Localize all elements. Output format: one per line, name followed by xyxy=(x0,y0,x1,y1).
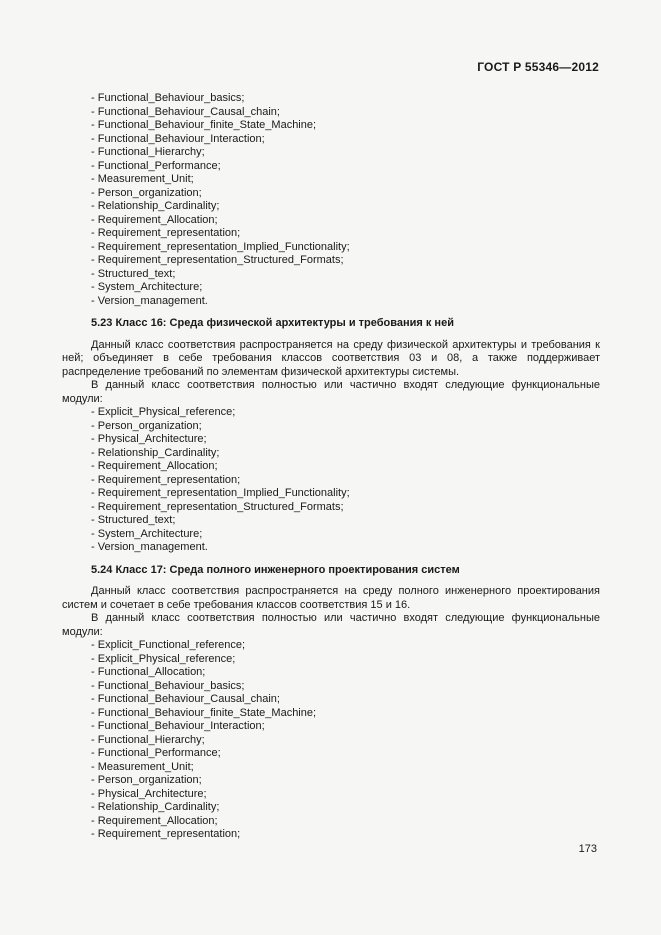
list-item: - Requirement_Allocation; xyxy=(62,815,600,829)
section-5-24-paragraph: Данный класс соответствия распространяется на среду полного инженерного проектирования систем и сочетает в себе требования классов соответствия 15 и 16. xyxy=(62,585,600,611)
section-5-23-paragraph: Данный класс соответствия распространяется на среду физической архитектуры и требования к ней; объединяет в себе требования классов соответствия 03 и 08, а также поддерживает распределение требований по элементам физической архитектуры системы. xyxy=(62,338,600,378)
list-item: - Person_organization; xyxy=(62,420,600,434)
list-item: - Functional_Behaviour_Causal_chain; xyxy=(62,693,600,707)
module-list-continued xyxy=(62,92,600,308)
section-5-23-intro: В данный класс соответствия полностью или частично входят следующие функциональные модули: xyxy=(62,379,600,405)
page-content xyxy=(62,92,600,842)
list-item: - Requirement_Allocation; xyxy=(62,214,600,228)
list-item: - Measurement_Unit; xyxy=(62,173,600,187)
list-item: - Relationship_Cardinality; xyxy=(62,447,600,461)
list-item: - Requirement_representation; xyxy=(62,828,600,842)
list-item: - Person_organization; xyxy=(62,187,600,201)
list-item: - Functional_Performance; xyxy=(62,160,600,174)
list-item: - Functional_Behaviour_Interaction; xyxy=(62,720,600,734)
list-item: - Physical_Architecture; xyxy=(62,788,600,802)
list-item: - Explicit_Physical_reference; xyxy=(62,653,600,667)
section-heading-5-24: 5.24 Класс 17: Среда полного инженерного проектирования систем xyxy=(91,563,460,576)
list-item: - Functional_Behaviour_finite_State_Machine; xyxy=(62,119,600,133)
list-item: - Explicit_Physical_reference; xyxy=(62,406,600,420)
list-item: - Functional_Behaviour_Interaction; xyxy=(62,133,600,147)
list-item: - Structured_text; xyxy=(62,268,600,282)
document-id: ГОСТ Р 55346—2012 xyxy=(477,60,599,74)
list-item: - Functional_Behaviour_basics; xyxy=(62,92,600,106)
list-item: - System_Architecture; xyxy=(62,281,600,295)
list-item: - Requirement_representation_Implied_Functionality; xyxy=(62,487,600,501)
list-item: - Requirement_Allocation; xyxy=(62,460,600,474)
list-item: - Version_management. xyxy=(62,295,600,309)
list-item: - Explicit_Functional_reference; xyxy=(62,639,600,653)
list-item: - Version_management. xyxy=(62,541,600,555)
section-heading-5-23: 5.23 Класс 16: Среда физической архитектуры и требования к ней xyxy=(91,317,454,329)
list-item: - Measurement_Unit; xyxy=(62,761,600,775)
list-item: - Functional_Performance; xyxy=(62,747,600,761)
list-item: - Requirement_representation_Structured_Formats; xyxy=(62,501,600,515)
list-item: - Requirement_representation_Implied_Functionality; xyxy=(62,241,600,255)
list-item: - Functional_Allocation; xyxy=(62,666,600,680)
list-item: - Functional_Behaviour_finite_State_Machine; xyxy=(62,707,600,721)
section-5-24-intro: В данный класс соответствия полностью или частично входят следующие функциональные модули: xyxy=(62,612,600,638)
list-item: - Functional_Hierarchy; xyxy=(62,734,600,748)
list-item: - Functional_Behaviour_Causal_chain; xyxy=(62,106,600,120)
list-item: - Relationship_Cardinality; xyxy=(62,801,600,815)
list-item: - Person_organization; xyxy=(62,774,600,788)
list-item: - Relationship_Cardinality; xyxy=(62,200,600,214)
list-item: - Physical_Architecture; xyxy=(62,433,600,447)
list-item: - Requirement_representation; xyxy=(62,227,600,241)
list-item: - Functional_Behaviour_basics; xyxy=(62,680,600,694)
module-list-class-17 xyxy=(62,639,600,842)
list-item: - System_Architecture; xyxy=(62,528,600,542)
module-list-class-16 xyxy=(62,406,600,555)
list-item: - Structured_text; xyxy=(62,514,600,528)
list-item: - Functional_Hierarchy; xyxy=(62,146,600,160)
list-item: - Requirement_representation; xyxy=(62,474,600,488)
page-number: 173 xyxy=(578,843,597,855)
list-item: - Requirement_representation_Structured_Formats; xyxy=(62,254,600,268)
